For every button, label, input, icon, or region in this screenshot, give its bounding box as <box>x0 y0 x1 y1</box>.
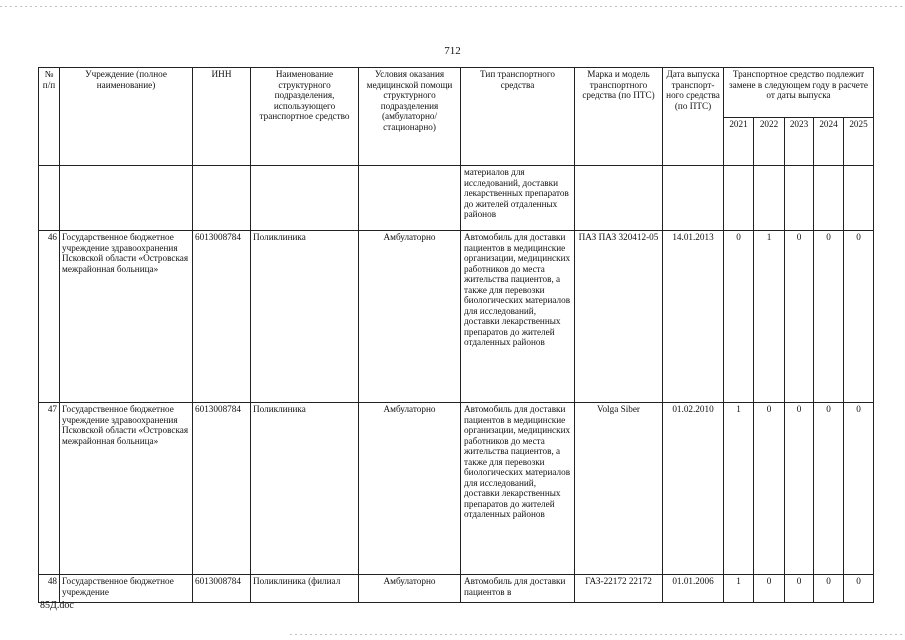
cell-issue-date: 01.02.2010 <box>663 403 724 575</box>
cell-year-value: 0 <box>754 575 785 603</box>
header-replacement: Транспортное средство подлежит замене в следующем году в расчете от даты выпуска <box>724 68 874 118</box>
cell-year-value: 0 <box>754 403 785 575</box>
header-brand: Марка и модель транспортного средства (по ПТС) <box>575 68 663 166</box>
cell-year-value: 0 <box>785 231 814 403</box>
cell-year-value: 1 <box>754 231 785 403</box>
cell-brand: ПАЗ ПАЗ 320412-05 <box>575 231 663 403</box>
cell-year-value: 0 <box>785 403 814 575</box>
cell-issue-date: 14.01.2013 <box>663 231 724 403</box>
vehicle-table <box>38 67 874 603</box>
cell-year-value: 1 <box>724 575 754 603</box>
cell-year-value: 0 <box>844 231 874 403</box>
scan-edge-top <box>0 6 905 7</box>
cell-institution: Государственное бюджетное учреждение здравоохранения Псковской области «Островская межрайонная больница» <box>60 403 193 575</box>
cell-brand: ГАЗ-22172 22172 <box>575 575 663 603</box>
cell-year-value: 0 <box>814 575 844 603</box>
cell-year-value: 0 <box>814 403 844 575</box>
cell-year-value: 0 <box>724 231 754 403</box>
scan-edge-bottom <box>290 634 905 635</box>
cell-year-value: 0 <box>785 575 814 603</box>
header-conditions: Условия оказания медицинской помощи структурного подразделения (амбулаторно/ стационарно) <box>359 68 461 166</box>
cell-num: 46 <box>39 231 60 403</box>
header-row-1 <box>39 68 874 118</box>
header-year: 2024 <box>814 118 844 166</box>
cell-inn: 6013008784 <box>193 403 251 575</box>
header-division: Наименование структурного подразделения, использующего транспортное средство <box>251 68 359 166</box>
footer-file-name: 85Д.doc <box>40 600 74 611</box>
header-year: 2023 <box>785 118 814 166</box>
header-vehicle-type: Тип транспортного средства <box>461 68 575 166</box>
cell-vehicle-type: Автомобиль для доставки пациентов в медицинские организации, медицинских работников до места жительства пациентов, а также для перевозки биологических материалов для исследований, доставки лекарственных препаратов до жителей отдаленных районов <box>461 231 575 403</box>
header-year: 2021 <box>724 118 754 166</box>
cell-brand: Volga Siber <box>575 403 663 575</box>
cell-vehicle-type: Автомобиль для доставки пациентов в медицинские организации, медицинских работников до места жительства пациентов, а также для перевозки биологических материалов для исследований, доставки лекарственных препаратов до жителей отдаленных районов <box>461 403 575 575</box>
cell-inn: 6013008784 <box>193 231 251 403</box>
header-institution: Учреждение (полное наименование) <box>60 68 193 166</box>
cell-division: Поликлиника <box>251 231 359 403</box>
cell-num: 48 <box>39 575 60 603</box>
cell-num: 47 <box>39 403 60 575</box>
header-num: № п/п <box>39 68 60 166</box>
cell-division: Поликлиника <box>251 403 359 575</box>
header-year: 2022 <box>754 118 785 166</box>
cell-conditions: Амбулаторно <box>359 403 461 575</box>
cell-vehicle-type: Автомобиль для доставки пациентов в <box>461 575 575 603</box>
cell-year-value: 0 <box>844 575 874 603</box>
header-issue-date: Дата выпуска транспорт- ного средства (по ПТС) <box>663 68 724 166</box>
cell-institution: Государственное бюджетное учреждение <box>60 575 193 603</box>
cell-year-value: 0 <box>844 403 874 575</box>
cell-year-value: 1 <box>724 403 754 575</box>
cell-issue-date: 01.01.2006 <box>663 575 724 603</box>
header-inn: ИНН <box>193 68 251 166</box>
page-number: 712 <box>444 45 461 57</box>
cell-vehicle-type: материалов для исследований, доставки лекарственных препаратов до жителей отдаленных районов <box>461 166 575 231</box>
cell-inn: 6013008784 <box>193 575 251 603</box>
cell-conditions: Амбулаторно <box>359 575 461 603</box>
continuation-row <box>39 166 874 231</box>
cell-institution: Государственное бюджетное учреждение здравоохранения Псковской области «Островская межрайонная больница» <box>60 231 193 403</box>
table-row <box>39 575 874 603</box>
cell-division: Поликлиника (филиал <box>251 575 359 603</box>
table-row <box>39 231 874 403</box>
cell-conditions: Амбулаторно <box>359 231 461 403</box>
header-year: 2025 <box>844 118 874 166</box>
cell-year-value: 0 <box>814 231 844 403</box>
table-row <box>39 403 874 575</box>
